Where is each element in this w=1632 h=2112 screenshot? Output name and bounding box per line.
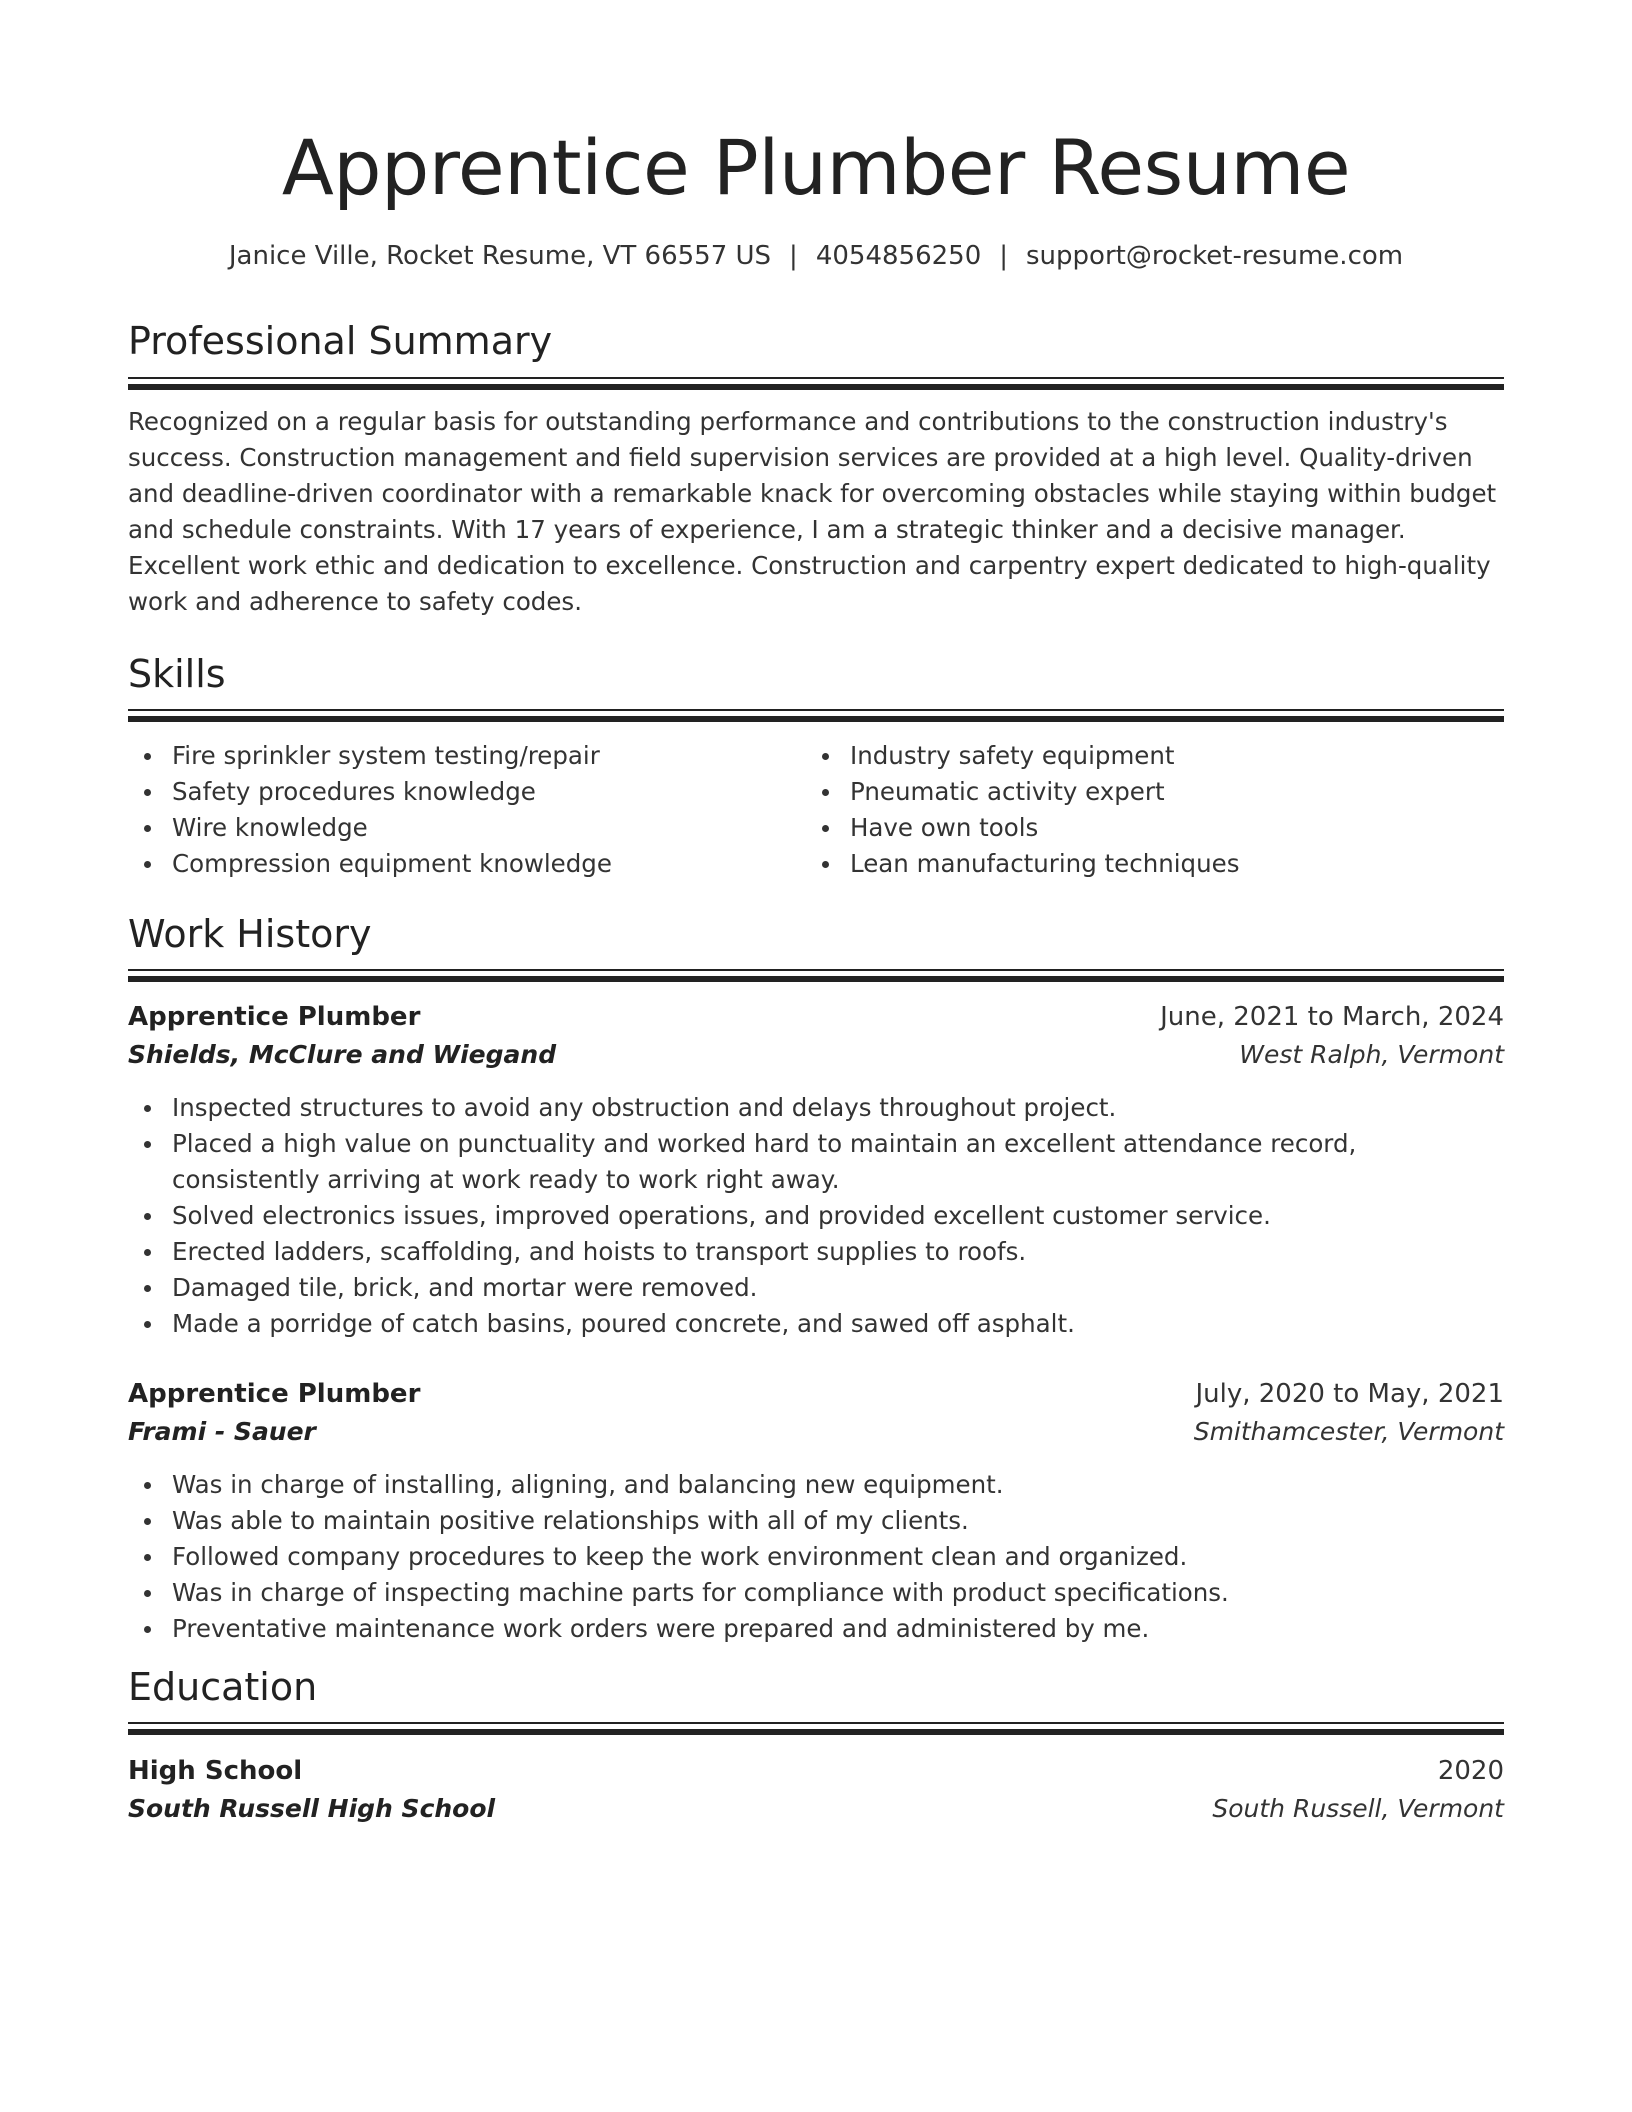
job-location: West Ralph, Vermont	[1239, 1040, 1504, 1069]
skills-right-column	[806, 738, 1466, 882]
contact-email[interactable]: support@rocket-resume.com	[1026, 241, 1404, 271]
contact-separator: |	[789, 241, 798, 271]
job-bullet: Erected ladders, scaffolding, and hoists to transport supplies to roofs.	[128, 1234, 1504, 1270]
job-company: Shields, McClure and Wiegand	[128, 1040, 557, 1069]
skill-item: Safety procedures knowledge	[128, 774, 788, 810]
summary-heading: Professional Summary	[128, 319, 553, 363]
education-school: South Russell High School	[128, 1794, 496, 1823]
job-dates: June, 2021 to March, 2024	[1160, 1002, 1504, 1032]
skill-item: Wire knowledge	[128, 810, 788, 846]
work-section-header	[128, 909, 1504, 959]
job-bullet: Was in charge of installing, aligning, and balancing new equipment.	[128, 1467, 1504, 1503]
job-bullet: Damaged tile, brick, and mortar were removed.	[128, 1270, 1504, 1306]
job-location: Smithamcester, Vermont	[1193, 1417, 1504, 1446]
job-company: Frami - Sauer	[128, 1417, 316, 1446]
job-title: Apprentice Plumber	[128, 1002, 421, 1032]
education-entry	[128, 1752, 1504, 1828]
job-entry	[128, 998, 1504, 1342]
job-entry	[128, 1375, 1504, 1647]
job-dates: July, 2020 to May, 2021	[1195, 1379, 1504, 1409]
skills-right-list	[806, 738, 1466, 882]
education-degree: High School	[128, 1756, 303, 1786]
skills-left-list	[128, 738, 788, 882]
summary-text: Recognized on a regular basis for outstanding performance and contributions to the construction industry's success. Construction management and field supervision services are provided at a high level. Quality-driven and deadline-driven coordinator with a remarkable knack for overcoming obstacles while staying within budget and schedule constraints. With 17 years of experience, I am a strategic thinker and a decisive manager. Excellent work ethic and dedication to excellence. Construction and carpentry expert dedicated to high-quality work and adherence to safety codes.	[128, 407, 1497, 616]
contact-phone: 4054856250	[815, 241, 982, 271]
education-divider	[128, 1722, 1504, 1735]
contact-separator: |	[999, 241, 1008, 271]
skill-item: Pneumatic activity expert	[806, 774, 1466, 810]
skills-left-column	[128, 738, 788, 882]
contact-address: Janice Ville, Rocket Resume, VT 66557 US	[228, 241, 772, 271]
summary-section-header	[128, 316, 1504, 366]
job-bullet: Solved electronics issues, improved operations, and provided excellent customer service.	[128, 1198, 1504, 1234]
education-year: 2020	[1437, 1756, 1504, 1786]
contact-line	[128, 236, 1504, 276]
job-bullet: Was in charge of inspecting machine parts for compliance with product specifications.	[128, 1575, 1504, 1611]
education-location: South Russell, Vermont	[1212, 1794, 1504, 1823]
skill-item: Industry safety equipment	[806, 738, 1466, 774]
skill-item: Fire sprinkler system testing/repair	[128, 738, 788, 774]
skills-divider	[128, 709, 1504, 722]
skill-item: Lean manufacturing techniques	[806, 846, 1466, 882]
job-bullets	[128, 1090, 1504, 1342]
job-bullet: Preventative maintenance work orders were prepared and administered by me.	[128, 1611, 1504, 1647]
skill-item: Compression equipment knowledge	[128, 846, 788, 882]
education-section-header	[128, 1662, 1504, 1712]
job-bullets	[128, 1467, 1504, 1647]
skills-heading: Skills	[128, 652, 226, 696]
job-bullet: Placed a high value on punctuality and worked hard to maintain an excellent attendance record, consistently arriving at work ready to work right away.	[128, 1126, 1504, 1198]
skill-item: Have own tools	[806, 810, 1466, 846]
work-divider	[128, 969, 1504, 982]
work-heading: Work History	[128, 912, 372, 956]
job-bullet: Made a porridge of catch basins, poured concrete, and sawed off asphalt.	[128, 1306, 1504, 1342]
job-title: Apprentice Plumber	[128, 1379, 421, 1409]
job-bullet: Followed company procedures to keep the work environment clean and organized.	[128, 1539, 1504, 1575]
job-bullet: Inspected structures to avoid any obstruction and delays throughout project.	[128, 1090, 1504, 1126]
skills-section-header	[128, 649, 1504, 699]
summary-divider	[128, 377, 1504, 390]
education-heading: Education	[128, 1665, 318, 1709]
job-bullet: Was able to maintain positive relationships with all of my clients.	[128, 1503, 1504, 1539]
resume-title: Apprentice Plumber Resume	[281, 123, 1351, 212]
